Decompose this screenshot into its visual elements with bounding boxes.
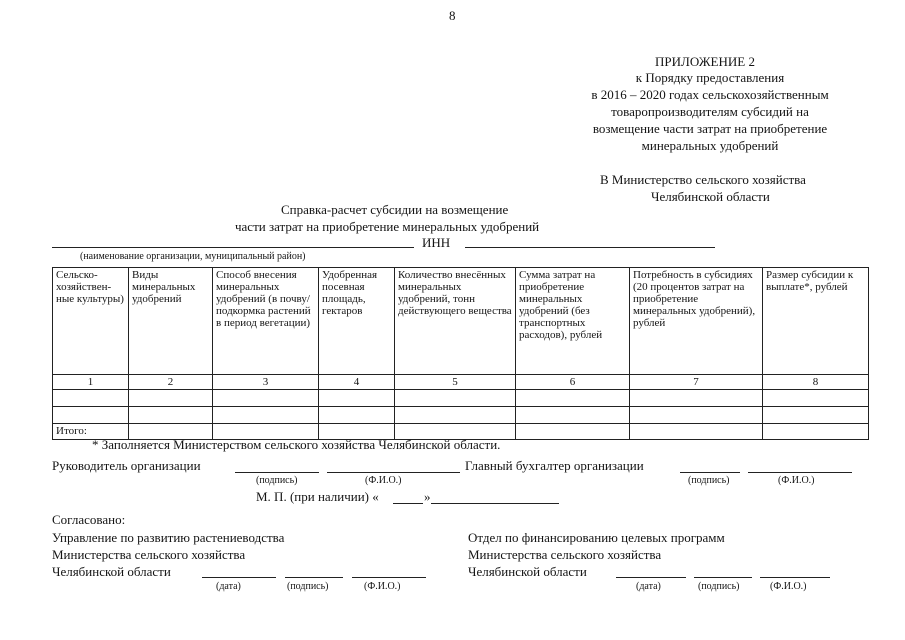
accountant-label: Главный бухгалтер организации	[465, 458, 644, 473]
table-cell[interactable]	[129, 390, 213, 407]
table-row	[53, 390, 869, 407]
stamp-date-field[interactable]	[431, 503, 559, 504]
table-cell[interactable]	[213, 407, 319, 424]
table-header-row	[53, 268, 869, 375]
table-cell[interactable]	[53, 390, 129, 407]
header-cell: Потребность в субсидиях (20 процентов затрат на приобретение минеральных удобрений), рублей	[630, 268, 763, 375]
footnote: * Заполняется Министерством сельского хозяйства Челябинской области.	[92, 437, 501, 452]
column-number: 1	[53, 375, 129, 390]
stamp-day-field[interactable]	[393, 503, 423, 504]
org-name-field[interactable]	[52, 247, 414, 248]
table-cell[interactable]	[763, 407, 869, 424]
left-date-field[interactable]	[202, 577, 276, 578]
appendix-line: возмещение части затрат на приобретение	[592, 121, 828, 136]
appendix-text	[540, 69, 880, 154]
total-label: Итого:	[53, 424, 129, 440]
table-cell[interactable]	[630, 424, 763, 440]
right-date-field[interactable]	[616, 577, 686, 578]
appendix-line: минеральных удобрений	[641, 138, 779, 153]
column-number: 5	[395, 375, 516, 390]
table-cell[interactable]	[516, 424, 630, 440]
header-cell: Размер субсидии к выплате*, рублей	[763, 268, 869, 375]
approval-right-line: Челябинской области	[468, 564, 587, 579]
column-number: 6	[516, 375, 630, 390]
appendix-line: товаропроизводителям субсидий на	[611, 104, 809, 119]
table-cell[interactable]	[630, 390, 763, 407]
sign-caption: (подпись)	[256, 475, 298, 486]
table-cell[interactable]	[395, 390, 516, 407]
appendix-title: ПРИЛОЖЕНИЕ 2	[655, 54, 755, 69]
table-cell[interactable]	[319, 390, 395, 407]
column-number: 3	[213, 375, 319, 390]
approval-label: Согласовано:	[52, 512, 126, 527]
approval-left-line: Управление по развитию растениеводства	[52, 530, 285, 545]
sign-caption: (подпись)	[287, 581, 329, 592]
table-cell[interactable]	[516, 390, 630, 407]
approval-left-line: Министерства сельского хозяйства	[52, 547, 246, 562]
column-number: 8	[763, 375, 869, 390]
stamp-label: М. П. (при наличии) «	[256, 489, 379, 504]
date-caption: (дата)	[636, 581, 661, 592]
header-cell: Количество внесённых минеральных удобрений, тонн действующего вещества	[395, 268, 516, 375]
head-label: Руководитель организации	[52, 458, 201, 473]
head-name-field[interactable]	[327, 472, 460, 473]
header-cell: Сельско-хозяйствен-ные культуры)	[53, 268, 129, 375]
header-cell: Способ внесения минеральных удобрений (в почву/ подкормка растений в период вегетации)	[213, 268, 319, 375]
inn-label: ИНН	[422, 235, 451, 250]
recipient-line: Челябинской области	[651, 189, 770, 204]
document-title: Справка-расчет субсидии на возмещение	[281, 202, 509, 217]
name-caption: (Ф.И.О.)	[778, 475, 815, 486]
sign-caption: (подпись)	[688, 475, 730, 486]
table-cell[interactable]	[319, 407, 395, 424]
name-caption: (Ф.И.О.)	[365, 475, 402, 486]
table-row	[53, 407, 869, 424]
table-cell[interactable]	[129, 407, 213, 424]
table-cell[interactable]	[763, 424, 869, 440]
head-sign-field[interactable]	[235, 472, 319, 473]
right-name-field[interactable]	[760, 577, 830, 578]
subsidy-table	[52, 267, 869, 440]
sign-caption: (подпись)	[698, 581, 740, 592]
org-caption: (наименование организации, муниципальный район)	[80, 251, 306, 262]
left-sign-field[interactable]	[285, 577, 343, 578]
column-number: 4	[319, 375, 395, 390]
inn-field[interactable]	[465, 247, 715, 248]
stamp-close: »	[424, 489, 431, 504]
appendix-line: к Порядку предоставления	[635, 70, 785, 85]
date-caption: (дата)	[216, 581, 241, 592]
approval-right-line: Отдел по финансированию целевых программ	[468, 530, 725, 545]
left-name-field[interactable]	[352, 577, 426, 578]
name-caption: (Ф.И.О.)	[770, 581, 807, 592]
table-cell[interactable]	[213, 390, 319, 407]
document-subtitle: части затрат на приобретение минеральных удобрений	[235, 219, 540, 234]
table-cell[interactable]	[53, 407, 129, 424]
table-cell[interactable]	[516, 407, 630, 424]
header-cell: Удобренная посевная площадь, гектаров	[319, 268, 395, 375]
table-cell[interactable]	[763, 390, 869, 407]
accountant-name-field[interactable]	[748, 472, 852, 473]
right-sign-field[interactable]	[694, 577, 752, 578]
table-cell[interactable]	[395, 407, 516, 424]
page-number: 8	[449, 8, 456, 23]
header-cell: Виды минеральных удобрений	[129, 268, 213, 375]
column-number: 7	[630, 375, 763, 390]
column-number-row	[53, 375, 869, 390]
recipient-line: В Министерство сельского хозяйства	[600, 172, 806, 187]
name-caption: (Ф.И.О.)	[364, 581, 401, 592]
table-cell[interactable]	[630, 407, 763, 424]
appendix-line: в 2016 – 2020 годах сельскохозяйственным	[591, 87, 829, 102]
approval-left-line: Челябинской области	[52, 564, 171, 579]
approval-right-line: Министерства сельского хозяйства	[468, 547, 662, 562]
column-number: 2	[129, 375, 213, 390]
accountant-sign-field[interactable]	[680, 472, 740, 473]
header-cell: Сумма затрат на приобретение минеральных удобрений (без транспортных расходов), рублей	[516, 268, 630, 375]
